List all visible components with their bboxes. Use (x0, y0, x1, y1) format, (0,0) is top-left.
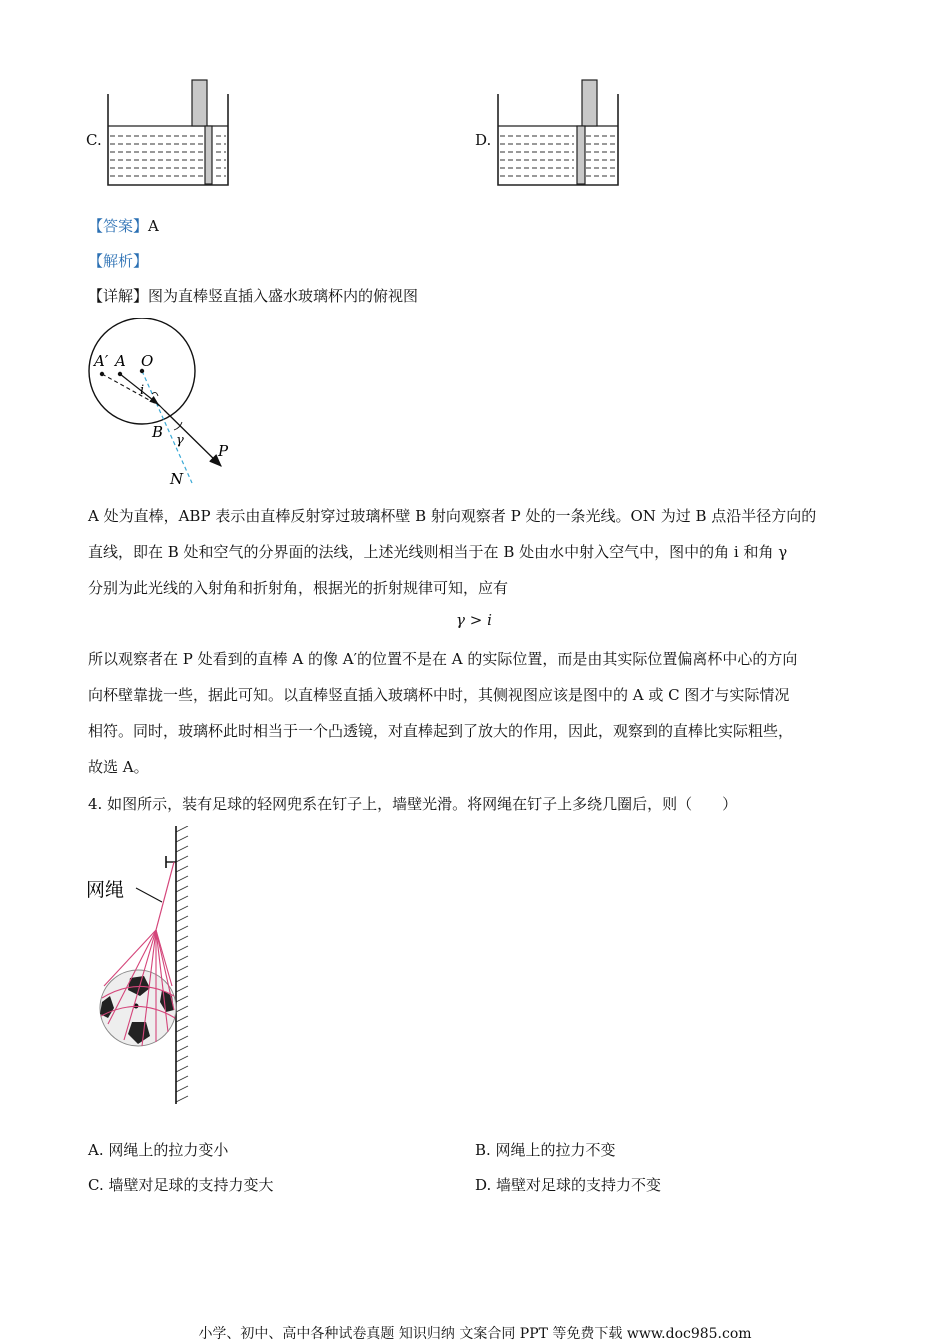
answer-tag: 【答案】 (88, 217, 149, 235)
top-view-figure (84, 318, 244, 493)
formula: γ > i (456, 611, 492, 629)
detail-intro-line (88, 285, 418, 307)
q4-option-b[interactable]: B. 网绳上的拉力不变 (475, 1141, 616, 1159)
option-c-figure (104, 78, 234, 190)
answer-line (88, 215, 159, 237)
detail-tag: 【详解】 (88, 287, 149, 305)
label-gamma: γ (176, 433, 184, 448)
football-net-figure (84, 826, 204, 1106)
option-d-figure (494, 78, 624, 190)
label-b: B (152, 423, 164, 441)
q4-option-d[interactable]: D. 墙壁对足球的支持力不变 (475, 1176, 662, 1194)
label-a-prime: A′ (94, 352, 109, 370)
para1-line-2: 直线，即在 B 处和空气的分界面的法线，上述光线则相当于在 B 处由水中射入空气中，图中的角 i 和角 γ (88, 543, 788, 561)
para2-line-1: 所以观察者在 P 处看到的直棒 A 的像 A′的位置不是在 A 的实际位置，而是由其实际位置偏离杯中心的方向 (88, 650, 798, 668)
para2-line-4: 故选 A。 (88, 758, 149, 776)
net-rope-label: 网绳 (86, 879, 125, 901)
analysis-line (88, 250, 148, 272)
question4-stem: 4. 如图所示，装有足球的轻网兜系在钉子上，墙壁光滑。将网绳在钉子上多绕几圈后，则（ ） (88, 795, 738, 813)
label-o: O (141, 352, 154, 370)
option-c-label: C. (86, 131, 102, 149)
para1-line-1: A 处为直棒，ABP 表示由直棒反射穿过玻璃杯壁 B 射向观察者 P 处的一条光线。ON 为过 B 点沿半径方向的 (88, 507, 817, 525)
q4-option-c[interactable]: C. 墙壁对足球的支持力变大 (88, 1176, 274, 1194)
para1-line-3: 分别为此光线的入射角和折射角，根据光的折射规律可知，应有 (88, 579, 509, 597)
para2-line-3: 相符。同时，玻璃杯此时相当于一个凸透镜，对直棒起到了放大的作用，因此，观察到的直棒比实际粗些， (88, 722, 794, 740)
option-d-label: D. (475, 131, 492, 149)
label-n: N (170, 470, 184, 488)
analysis-tag: 【解析】 (88, 252, 149, 270)
page-footer: 小学、初中、高中各种试卷真题 知识归纳 文案合同 PPT 等免费下载 www.doc985.com (198, 1326, 752, 1342)
answer-value: A (148, 217, 159, 235)
label-p: P (218, 442, 229, 460)
detail-intro: 图为直棒竖直插入盛水玻璃杯内的俯视图 (148, 287, 419, 305)
label-a: A (115, 352, 126, 370)
para2-line-2: 向杯壁靠拢一些，据此可知。以直棒竖直插入玻璃杯中时，其侧视图应该是图中的 A 或 C 图才与实际情况 (88, 686, 790, 704)
label-i: i (140, 383, 145, 398)
q4-option-a[interactable]: A. 网绳上的拉力变小 (88, 1141, 229, 1159)
